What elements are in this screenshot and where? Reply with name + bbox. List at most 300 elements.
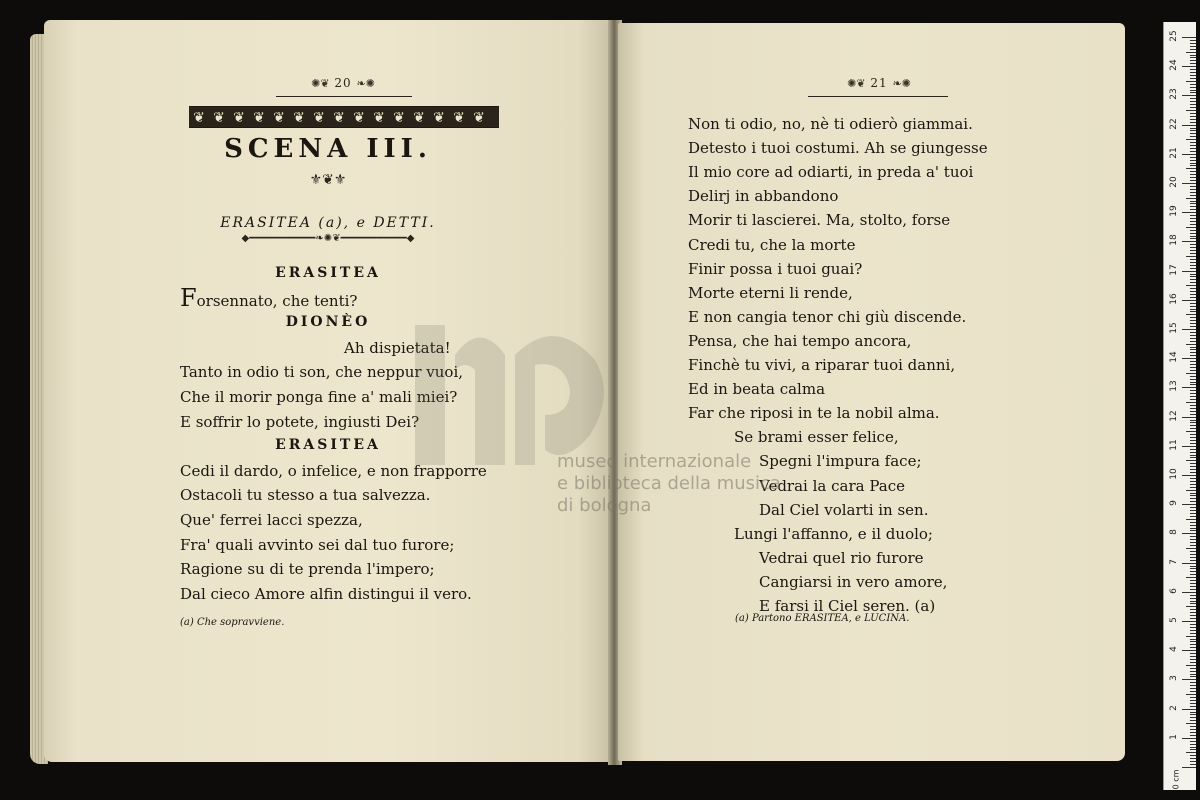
ruler-tick: [1190, 414, 1196, 415]
ruler-tick: [1190, 349, 1196, 350]
ruler-tick: [1190, 449, 1196, 450]
ruler-tick: [1190, 238, 1196, 239]
ruler-tick: [1182, 767, 1196, 768]
ruler-number: 15: [1169, 322, 1179, 334]
ruler-tick: [1190, 364, 1196, 365]
ruler-tick: [1190, 507, 1196, 508]
ruler-tick: [1190, 545, 1196, 546]
ruler-tick: [1190, 554, 1196, 555]
ruler-tick: [1190, 69, 1196, 70]
ruler-tick: [1186, 752, 1196, 753]
ruler-tick: [1190, 157, 1196, 158]
ruler-tick: [1190, 352, 1196, 353]
ruler-tick: [1186, 665, 1196, 666]
ruler-tick: [1190, 224, 1196, 225]
ruler-number: 12: [1169, 409, 1179, 422]
ruler-tick: [1190, 311, 1196, 312]
ruler-tick: [1190, 495, 1196, 496]
ruler-tick: [1190, 659, 1196, 660]
left-page: [44, 20, 612, 762]
ruler-tick: [1190, 452, 1196, 453]
ruler-tick: [1190, 163, 1196, 164]
verse-line: Finir possa i tuoi guai?: [688, 259, 863, 278]
band-ornament-icon: ❦: [253, 110, 265, 126]
ruler-tick: [1190, 656, 1196, 657]
speaker-name: DIONÈO: [285, 314, 371, 331]
ruler-tick: [1190, 574, 1196, 575]
ruler-tick: [1190, 498, 1196, 499]
ruler-tick: [1186, 402, 1196, 403]
ruler-tick: [1190, 306, 1196, 307]
verse-line: Ostacoli tu stesso a tua salvezza.: [180, 486, 431, 505]
ruler-tick: [1190, 647, 1196, 648]
ruler-number: 20: [1169, 176, 1179, 188]
verse-line: Que' ferrei lacci spezza,: [180, 511, 363, 529]
ruler-tick: [1190, 107, 1196, 108]
ruler-tick: [1190, 130, 1196, 131]
ruler-tick: [1182, 563, 1196, 564]
ruler-number: 5: [1169, 617, 1179, 623]
ruler-tick: [1190, 201, 1196, 202]
ruler-tick: [1190, 104, 1196, 105]
fleuron-icon: ⚜❦⚜: [309, 172, 347, 188]
ruler-tick: [1190, 341, 1196, 342]
ruler-tick: [1186, 344, 1196, 345]
verse-line: Non ti odio, no, nè ti odierò giammai.: [688, 115, 973, 133]
ruler-tick: [1190, 265, 1196, 266]
ruler-tick: [1190, 218, 1196, 219]
ruler-tick: [1190, 288, 1196, 289]
verse-line: Vedrai la cara Pace: [759, 476, 905, 495]
band-ornament-icon: ❦: [433, 110, 445, 126]
ruler-tick: [1190, 128, 1196, 129]
ruler-tick: [1190, 487, 1196, 488]
drop-cap: F: [180, 283, 197, 312]
ruler-tick: [1190, 63, 1196, 64]
ruler-tick: [1190, 90, 1196, 91]
ruler-tick: [1190, 457, 1196, 458]
ruler-tick: [1190, 250, 1196, 251]
ruler-tick: [1190, 729, 1196, 730]
ruler-tick: [1182, 621, 1196, 622]
ruler-tick: [1190, 122, 1196, 123]
ruler-tick: [1182, 300, 1196, 301]
ruler-tick: [1186, 490, 1196, 491]
ruler-tick: [1182, 475, 1196, 476]
ruler-tick: [1190, 136, 1196, 137]
ruler-tick: [1190, 57, 1196, 58]
cast-line: ERASITEA (a), e DETTI.: [220, 215, 436, 231]
ruler-number: 13: [1169, 380, 1179, 393]
folio-ornament-icon: ❧✺: [356, 77, 375, 90]
ruler-tick: [1190, 145, 1196, 146]
ruler-tick: [1182, 154, 1196, 155]
ruler-number: 23: [1169, 88, 1179, 101]
ruler-tick: [1190, 484, 1196, 485]
ruler-tick: [1190, 691, 1196, 692]
ruler-tick: [1182, 358, 1196, 359]
ruler-tick: [1190, 580, 1196, 581]
ruler-unit: 0 cm: [1171, 769, 1181, 790]
ruler-number: 3: [1169, 675, 1179, 682]
ruler-tick: [1190, 247, 1196, 248]
ruler-tick: [1186, 168, 1196, 169]
folio-ornament-icon: ❧✺: [892, 77, 911, 90]
verse-line: Detesto i tuoi costumi. Ah se giungesse: [688, 139, 988, 158]
ruler-tick: [1190, 641, 1196, 642]
ruler-tick: [1182, 241, 1196, 242]
ruler-tick: [1190, 627, 1196, 628]
band-ornament-icon: ❦: [213, 110, 225, 126]
ruler-tick: [1190, 98, 1196, 99]
verse-line: Far che riposi in te la nobil alma.: [688, 404, 940, 423]
ruler-number: 24: [1169, 59, 1179, 71]
ruler-tick: [1190, 297, 1196, 298]
ruler-tick: [1190, 303, 1196, 304]
ruler-tick: [1186, 723, 1196, 724]
band-ornament-icon: ❦: [373, 110, 385, 126]
ruler-tick: [1190, 676, 1196, 677]
ruler-tick: [1190, 405, 1196, 406]
ruler-tick: [1190, 382, 1196, 383]
ruler-tick: [1190, 682, 1196, 683]
ruler-tick: [1190, 379, 1196, 380]
ruler-tick: [1190, 443, 1196, 444]
verse-line: Ed in beata calma: [688, 380, 826, 399]
ruler-tick: [1190, 612, 1196, 613]
watermark-line: e biblioteca della musica: [557, 473, 781, 494]
ruler-tick: [1190, 764, 1196, 765]
ruler-tick: [1190, 113, 1196, 114]
ruler-tick: [1190, 630, 1196, 631]
ruler-tick: [1190, 370, 1196, 371]
ruler-number: 4: [1169, 646, 1179, 653]
ruler-tick: [1190, 624, 1196, 625]
ruler-tick: [1186, 52, 1196, 53]
ruler-tick: [1190, 253, 1196, 254]
ruler-tick: [1190, 259, 1196, 260]
ruler-tick: [1190, 78, 1196, 79]
ruler-tick: [1190, 557, 1196, 558]
ruler-tick: [1190, 230, 1196, 231]
ruler-tick: [1190, 276, 1196, 277]
ruler-tick: [1190, 317, 1196, 318]
verse-line: Pensa, che hai tempo ancora,: [688, 331, 912, 350]
verse-line: Che il morir ponga fine a' mali miei?: [180, 388, 458, 406]
ruler-tick: [1190, 609, 1196, 610]
ruler-tick: [1190, 551, 1196, 552]
band-ornament-icon: ❦: [393, 110, 405, 126]
band-ornament-icon: ❦: [473, 110, 485, 126]
ruler-tick: [1190, 539, 1196, 540]
ruler-tick: [1190, 60, 1196, 61]
ruler-tick: [1190, 758, 1196, 759]
ruler-tick: [1186, 636, 1196, 637]
verse-line: [180, 283, 358, 312]
ruler-tick: [1190, 633, 1196, 634]
ruler-tick: [1190, 472, 1196, 473]
ruler-tick: [1190, 291, 1196, 292]
ruler-tick: [1182, 533, 1196, 534]
ruler-tick: [1190, 396, 1196, 397]
ruler-tick: [1190, 422, 1196, 423]
ruler-tick: [1190, 522, 1196, 523]
ruler-tick: [1190, 516, 1196, 517]
ruler-tick: [1190, 437, 1196, 438]
ruler-tick: [1190, 279, 1196, 280]
ruler-tick: [1190, 668, 1196, 669]
ruler-tick: [1186, 373, 1196, 374]
verse-line: E soffrir lo potete, ingiusti Dei?: [180, 412, 420, 431]
ruler-number: 21: [1169, 147, 1179, 159]
band-ornament-icon: ❦: [233, 110, 245, 126]
ruler-tick: [1190, 323, 1196, 324]
ruler-number: 22: [1169, 117, 1179, 130]
ruler-tick: [1190, 206, 1196, 207]
ruler-tick: [1190, 361, 1196, 362]
ruler-tick: [1190, 174, 1196, 175]
verse-line: Delirj in abbandono: [688, 187, 839, 206]
ruler-tick: [1190, 165, 1196, 166]
ruler-tick: [1190, 84, 1196, 85]
ruler-tick: [1190, 408, 1196, 409]
watermark-line: museo internazionale: [557, 451, 752, 472]
ruler-tick: [1190, 469, 1196, 470]
verse-line: Lungi l'affanno, e il duolo;: [734, 524, 933, 543]
ruler-tick: [1190, 420, 1196, 421]
ruler-tick: [1190, 749, 1196, 750]
ruler-tick: [1190, 601, 1196, 602]
ruler-tick: [1190, 209, 1196, 210]
ruler-number: 1: [1169, 733, 1179, 740]
ruler-tick: [1190, 697, 1196, 698]
ruler-tick: [1182, 417, 1196, 418]
ruler-tick: [1190, 706, 1196, 707]
ruler-tick: [1190, 244, 1196, 245]
ruler-tick: [1190, 192, 1196, 193]
ruler-tick: [1190, 215, 1196, 216]
ruler-tick: [1190, 703, 1196, 704]
ruler-tick: [1190, 195, 1196, 196]
ruler-tick: [1182, 446, 1196, 447]
ruler-tick: [1190, 101, 1196, 102]
ruler-tick: [1190, 203, 1196, 204]
ruler-tick: [1190, 712, 1196, 713]
ruler-tick: [1190, 332, 1196, 333]
ruler-tick: [1190, 177, 1196, 178]
ruler-tick: [1186, 431, 1196, 432]
measuring-ruler: [1163, 22, 1196, 790]
ruler-tick: [1190, 55, 1196, 56]
ruler-tick: [1190, 160, 1196, 161]
verse-line: Ah dispietata!: [344, 338, 451, 357]
ruler-tick: [1186, 519, 1196, 520]
right-footnote: (a) Partono ERASITEA, e LUCINA.: [735, 613, 910, 624]
ruler-tick: [1190, 233, 1196, 234]
ruler-tick: [1190, 116, 1196, 117]
ruler-tick: [1186, 577, 1196, 578]
ruler-tick: [1190, 586, 1196, 587]
ruler-tick: [1190, 700, 1196, 701]
folio-ornament-icon: ✺❦: [847, 77, 866, 90]
ruler-tick: [1182, 125, 1196, 126]
verse-line: Morir ti lascierei. Ma, stolto, forse: [688, 211, 951, 230]
ruler-tick: [1182, 387, 1196, 388]
ruler-tick: [1190, 425, 1196, 426]
ruler-tick: [1190, 542, 1196, 543]
ruler-number: 14: [1169, 351, 1179, 363]
ruler-tick: [1190, 40, 1196, 41]
ruler-tick: [1190, 326, 1196, 327]
ruler-tick: [1190, 335, 1196, 336]
ruler-tick: [1186, 227, 1196, 228]
band-ornament-icon: ❦: [453, 110, 465, 126]
ruler-tick: [1182, 709, 1196, 710]
ruler-tick: [1190, 142, 1196, 143]
ruler-tick: [1190, 43, 1196, 44]
ruler-tick: [1190, 603, 1196, 604]
ruler-tick: [1190, 525, 1196, 526]
ruler-tick: [1190, 119, 1196, 120]
ruler-tick: [1182, 271, 1196, 272]
ruler-tick: [1182, 37, 1196, 38]
ruler-tick: [1190, 440, 1196, 441]
verse-line: Cedi il dardo, o infelice, e non frapporre: [180, 461, 487, 480]
open-book: [30, 20, 1125, 765]
ruler-tick: [1190, 568, 1196, 569]
ruler-tick: [1190, 662, 1196, 663]
ruler-tick: [1190, 530, 1196, 531]
ruler-tick: [1190, 282, 1196, 283]
ruler-tick: [1190, 639, 1196, 640]
ruler-tick: [1190, 747, 1196, 748]
ruler-tick: [1190, 262, 1196, 263]
ruler-tick: [1190, 428, 1196, 429]
ruler-tick: [1190, 618, 1196, 619]
verse-line: Cangiarsi in vero amore,: [759, 572, 948, 591]
ruler-tick: [1182, 212, 1196, 213]
ruler-tick: [1190, 221, 1196, 222]
ruler-tick: [1182, 183, 1196, 184]
left-footnote: (a) Che sopravviene.: [180, 617, 285, 628]
divider-ornament-icon: ◆━━━━━━━━━━━❧✺❦━━━━━━━━━━━◆: [241, 233, 415, 244]
band-ornament-icon: ❦: [313, 110, 325, 126]
ruler-tick: [1190, 513, 1196, 514]
ruler-tick: [1190, 367, 1196, 368]
ruler-tick: [1190, 274, 1196, 275]
ruler-tick: [1190, 741, 1196, 742]
ruler-tick: [1190, 268, 1196, 269]
ruler-number: 18: [1169, 234, 1179, 247]
band-ornament-icon: ❦: [333, 110, 345, 126]
ruler-tick: [1190, 87, 1196, 88]
verse-line: Ragione su di te prenda l'impero;: [180, 560, 435, 579]
verse-line: Se brami esser felice,: [734, 428, 899, 447]
ruler-number: 16: [1169, 293, 1179, 305]
ruler-tick: [1186, 139, 1196, 140]
ruler-tick: [1190, 376, 1196, 377]
ruler-tick: [1190, 92, 1196, 93]
verse-line: Vedrai quel rio furore: [759, 548, 924, 567]
ruler-tick: [1182, 66, 1196, 67]
ruler-number: 19: [1169, 205, 1179, 217]
band-ornament-icon: ❦: [413, 110, 425, 126]
ruler-tick: [1190, 49, 1196, 50]
watermark-line: di bologna: [557, 495, 652, 516]
ruler-tick: [1182, 329, 1196, 330]
ruler-tick: [1190, 46, 1196, 47]
ruler-tick: [1190, 720, 1196, 721]
verse-line: E non cangia tenor chi giù discende.: [688, 307, 967, 326]
ruler-tick: [1190, 148, 1196, 149]
verse-line: Credi tu, che la morte: [688, 235, 856, 254]
ruler-tick: [1186, 110, 1196, 111]
folio-rule: [808, 96, 948, 97]
ruler-tick: [1190, 583, 1196, 584]
ruler-tick: [1190, 309, 1196, 310]
verse-line: E farsi il Ciel seren. (a): [759, 597, 936, 615]
ruler-tick: [1182, 679, 1196, 680]
verse-line: Spegni l'impura face;: [759, 452, 922, 471]
ruler-tick: [1190, 595, 1196, 596]
ruler-number: 25: [1169, 30, 1179, 42]
ruler-number: 11: [1169, 439, 1179, 451]
ruler-tick: [1186, 694, 1196, 695]
verse-line: Morte eterni li rende,: [688, 283, 853, 302]
ruler-tick: [1190, 653, 1196, 654]
ruler-tick: [1190, 338, 1196, 339]
verse-line: Finchè tu vivi, a riparar tuoi danni,: [688, 356, 956, 374]
ruler-tick: [1190, 393, 1196, 394]
ruler-tick: [1186, 548, 1196, 549]
ruler-tick: [1190, 493, 1196, 494]
ruler-tick: [1182, 504, 1196, 505]
ruler-tick: [1190, 536, 1196, 537]
ruler-tick: [1190, 411, 1196, 412]
ruler-tick: [1190, 151, 1196, 152]
ruler-tick: [1190, 501, 1196, 502]
ruler-tick: [1190, 598, 1196, 599]
ruler-tick: [1182, 738, 1196, 739]
ruler-tick: [1186, 198, 1196, 199]
verse-line: Dal Ciel volarti in sen.: [759, 500, 929, 519]
page-number: 20: [334, 76, 352, 90]
ruler-number: 7: [1169, 558, 1179, 565]
ruler-tick: [1186, 314, 1196, 315]
ruler-tick: [1190, 466, 1196, 467]
ruler-tick: [1190, 528, 1196, 529]
ruler-tick: [1190, 434, 1196, 435]
ruler-tick: [1190, 171, 1196, 172]
ruler-tick: [1190, 133, 1196, 134]
ruler-tick: [1182, 650, 1196, 651]
speaker-name: ERASITEA: [275, 437, 381, 454]
ruler-tick: [1190, 75, 1196, 76]
verse-line: Tanto in odio ti son, che neppur vuoi,: [180, 363, 464, 382]
ruler-tick: [1190, 384, 1196, 385]
page-number: 21: [870, 76, 888, 90]
ruler-tick: [1190, 589, 1196, 590]
ruler-tick: [1190, 72, 1196, 73]
ruler-tick: [1190, 732, 1196, 733]
ruler-tick: [1190, 510, 1196, 511]
ruler-tick: [1190, 347, 1196, 348]
ruler-tick: [1190, 571, 1196, 572]
ruler-tick: [1190, 615, 1196, 616]
ruler-tick: [1190, 560, 1196, 561]
ruler-tick: [1190, 566, 1196, 567]
ruler-tick: [1190, 186, 1196, 187]
